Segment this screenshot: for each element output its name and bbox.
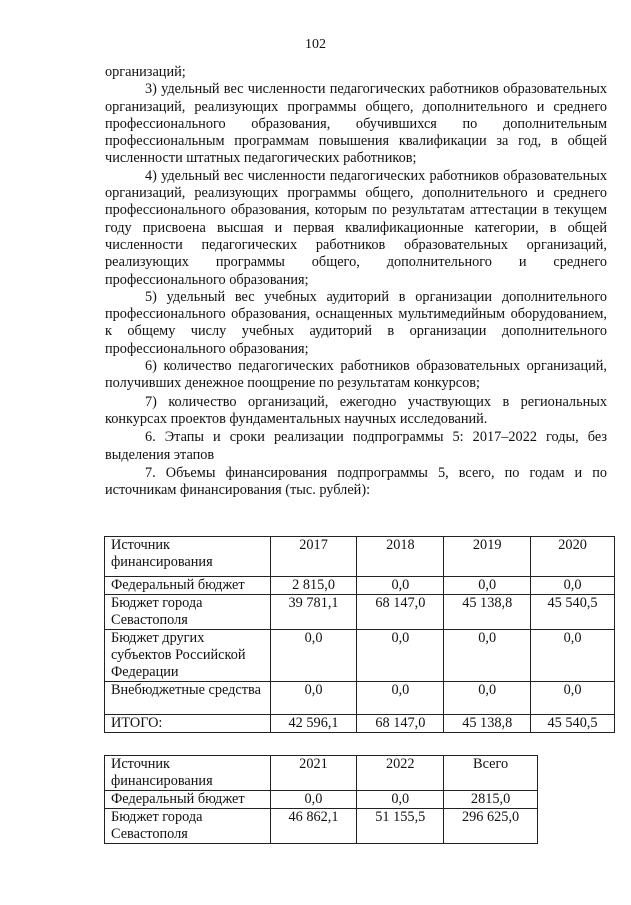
table-row: [105, 809, 538, 844]
page-number: 102: [305, 37, 326, 52]
paragraph: 6. Этапы и сроки реализации подпрограммы 5: 2017–2022 годы, без выделения этапов: [105, 429, 607, 463]
financing-table-2017-2020: [104, 536, 615, 733]
cell-value: 42 596,1: [270, 715, 357, 733]
header-year: 2022: [357, 756, 444, 791]
paragraph: 7) количество организаций, ежегодно участвующих в региональных конкурсах проектов фундаментальных научных исследований.: [105, 393, 607, 427]
financing-table-2021-2022: [104, 755, 538, 844]
paragraph: 4) удельный вес численности педагогических работников образовательных организаций, реализующих программы общего, дополнительного и среднего профессионального образования, которым по результатам аттестации в текущем году присвоена высшая и первая квалификационные категории, в общей численности педагогических работников образовательных организаций, реализующих программы общего, дополнительного и среднего профессионального образования;: [105, 167, 607, 288]
cell-value: 0,0: [270, 630, 357, 682]
cell-value: 45 138,8: [444, 595, 531, 630]
cell-value: 45 138,8: [444, 715, 531, 733]
cell-value: 0,0: [357, 791, 444, 809]
header-year: 2017: [270, 537, 357, 577]
header-year: 2018: [357, 537, 444, 577]
cell-value: 2815,0: [444, 791, 538, 809]
cell-value: 0,0: [270, 682, 357, 715]
cell-value: 0,0: [357, 577, 444, 595]
header-source: Источник финансирования: [105, 756, 271, 791]
cell-value: 0,0: [270, 791, 357, 809]
header-year: 2020: [531, 537, 615, 577]
table-header-row: [105, 756, 538, 791]
table-row: [105, 630, 615, 682]
table-row: [105, 791, 538, 809]
body-text: [105, 64, 607, 499]
row-label: Федеральный бюджет: [105, 577, 271, 595]
cell-value: 45 540,5: [531, 595, 615, 630]
cell-value: 68 147,0: [357, 595, 444, 630]
paragraph: 5) удельный вес учебных аудиторий в организации дополнительного профессионального образования, оснащенных мультимедийным оборудованием, к общему числу учебных аудиторий в организации дополнительного профессионального образования;: [105, 288, 607, 357]
cell-value: 51 155,5: [357, 809, 444, 844]
cell-value: 39 781,1: [270, 595, 357, 630]
header-year: 2019: [444, 537, 531, 577]
paragraph: организаций;: [105, 64, 186, 80]
cell-value: 0,0: [531, 682, 615, 715]
header-year: 2021: [270, 756, 357, 791]
header-total: Всего: [444, 756, 538, 791]
cell-value: 296 625,0: [444, 809, 538, 844]
table-total-row: [105, 715, 615, 733]
cell-value: 2 815,0: [270, 577, 357, 595]
cell-value: 0,0: [357, 682, 444, 715]
cell-value: 0,0: [444, 682, 531, 715]
row-label: Бюджет города Севастополя: [105, 809, 271, 844]
row-label: Бюджет города Севастополя: [105, 595, 271, 630]
paragraph: 3) удельный вес численности педагогических работников образовательных организаций, реализующих программы общего, дополнительного и среднего профессионального образования, обучившихся по дополнительным профессиональным программам повышения квалификации за год, в общей численности штатных педагогических работников;: [105, 81, 607, 167]
cell-value: 0,0: [531, 577, 615, 595]
cell-value: 46 862,1: [270, 809, 357, 844]
cell-value: 0,0: [444, 577, 531, 595]
table-row: [105, 577, 615, 595]
row-label: Бюджет других субъектов Российской Федерации: [105, 630, 271, 682]
paragraph: 7. Объемы финансирования подпрограммы 5, всего, по годам и по источникам финансирования (тыс. рублей):: [105, 464, 607, 499]
cell-value: 0,0: [531, 630, 615, 682]
table-header-row: [105, 537, 615, 577]
table-row: [105, 682, 615, 715]
cell-value: 0,0: [444, 630, 531, 682]
cell-value: 0,0: [357, 630, 444, 682]
row-label: Внебюджетные средства: [105, 682, 271, 715]
cell-value: 45 540,5: [531, 715, 615, 733]
table-row: [105, 595, 615, 630]
paragraph: 6) количество педагогических работников образовательных организаций, получивших денежное поощрение по результатам конкурсов;: [105, 358, 607, 392]
header-source: Источник финансирования: [105, 537, 271, 577]
row-label: Федеральный бюджет: [105, 791, 271, 809]
cell-value: 68 147,0: [357, 715, 444, 733]
row-label: ИТОГО:: [105, 715, 271, 733]
